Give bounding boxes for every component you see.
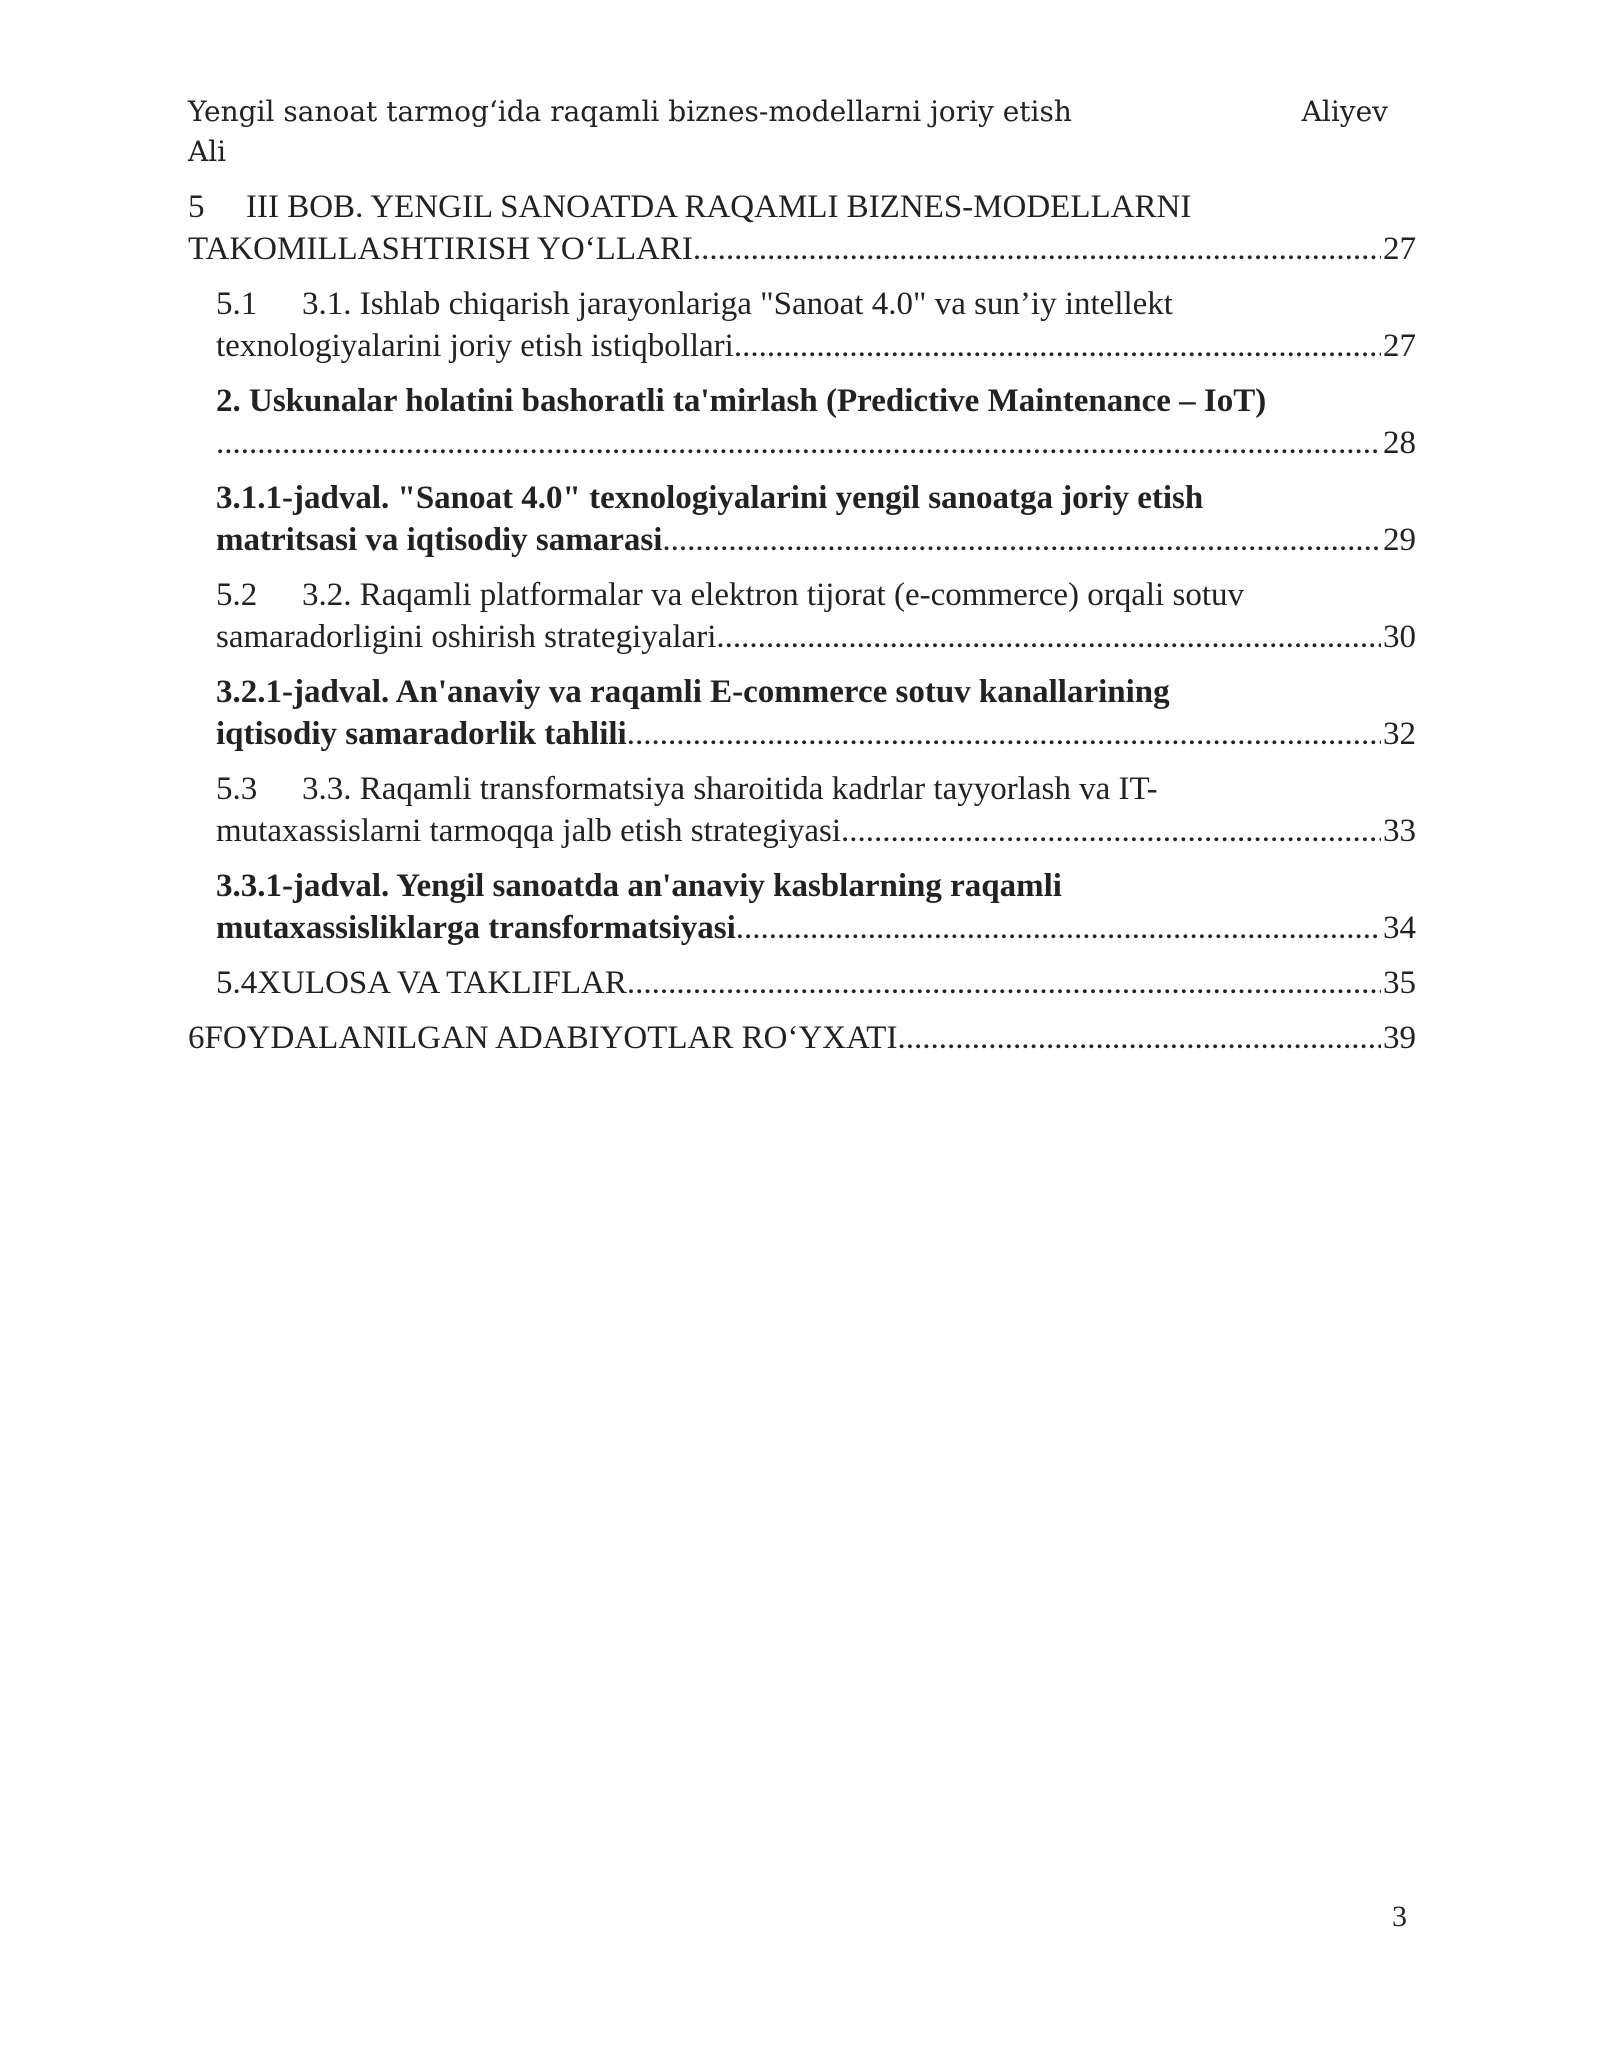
toc-entry-title: 3.3. Raqamli transformatsiya sharoitida kadrlar tayyorlash va IT- (302, 771, 1158, 807)
toc-entry-predictive-maintenance[interactable] (188, 380, 1416, 464)
toc-entry-title: 3.1. Ishlab chiqarish jarayonlariga "Sanoat 4.0" va sun’iy intellekt (302, 286, 1173, 322)
toc-entry-section-3-2[interactable] (188, 574, 1416, 658)
header-author-surname: Aliyev (1301, 95, 1388, 128)
toc-entry-title: 2. Uskunalar holatini bashoratli ta'mirlash (Predictive Maintenance – IoT) (216, 383, 1267, 419)
running-header (188, 92, 1388, 172)
toc-entry-title-continued: mutaxassislarni tarmoqqa jalb etish strategiyasi (216, 813, 842, 849)
toc-entry-number: 5.2 (216, 577, 258, 613)
toc-entry-title: 3.3.1-jadval. Yengil sanoatda an'anaviy kasblarning raqamli (216, 868, 1062, 904)
toc-entry-title: 3.2.1-jadval. An'anaviy va raqamli E-commerce sotuv kanallarining (216, 674, 1170, 710)
toc-entry-number: 6 (188, 1020, 205, 1056)
toc-entry-number: 5.4 (216, 965, 258, 1001)
dot-leader (627, 713, 1381, 755)
dot-leader (736, 907, 1381, 949)
dot-leader (627, 962, 1381, 1004)
toc-entry-section-3-3[interactable] (188, 768, 1416, 852)
toc-entry-title-continued: matritsasi va iqtisodiy samarasi (216, 522, 663, 558)
dot-leader (734, 325, 1381, 367)
toc-entry-number: 5 (188, 189, 205, 225)
toc-entry-page: 30 (1383, 619, 1416, 655)
toc-entry-title: 3.1.1-jadval. "Sanoat 4.0" texnologiyalarini yengil sanoatga joriy etish (216, 480, 1204, 516)
toc-entry-section-3-1[interactable] (188, 283, 1416, 367)
toc-entry-title-continued: iqtisodiy samaradorlik tahlili (216, 716, 627, 752)
toc-entry-page: 39 (1383, 1020, 1416, 1056)
toc-entry-title-continued: mutaxassisliklarga transformatsiyasi (216, 910, 736, 946)
header-title-line (188, 92, 1388, 132)
toc-entry-chapter-3[interactable] (188, 186, 1416, 270)
dot-leader (662, 519, 1381, 561)
dot-leader (693, 228, 1381, 270)
toc-entry-page: 32 (1383, 716, 1416, 752)
toc-entry-page: 28 (1383, 425, 1416, 461)
header-title: Yengil sanoat tarmog‘ida raqamli biznes-modellarni joriy etish (188, 95, 1072, 128)
header-author-name: Ali (188, 135, 227, 168)
toc-entry-table-3-2-1[interactable] (188, 671, 1416, 755)
toc-entry-page: 33 (1383, 813, 1416, 849)
toc-entry-title: III BOB. YENGIL SANOATDA RAQAMLI BIZNES-MODELLARNI (246, 189, 1192, 225)
toc-entry-references[interactable] (188, 1017, 1416, 1059)
page-number: 3 (1392, 1900, 1407, 1933)
toc-entry-table-3-1-1[interactable] (188, 477, 1416, 561)
toc-entry-title-continued: TAKOMILLASHTIRISH YO‘LLARI (188, 231, 693, 267)
toc-entry-conclusion[interactable] (188, 962, 1416, 1004)
toc-entry-number: 5.1 (216, 286, 258, 322)
toc-entry-title: FOYDALANILGAN ADABIYOTLAR RO‘YXATI (204, 1020, 898, 1056)
dot-leader (841, 810, 1381, 852)
toc-entry-title-continued: samaradorligini oshirish strategiyalari (216, 619, 717, 655)
dot-leader (897, 1017, 1381, 1059)
toc-entry-page: 27 (1383, 231, 1416, 267)
table-of-contents (188, 186, 1416, 1072)
dot-leader (716, 616, 1381, 658)
toc-entry-table-3-3-1[interactable] (188, 865, 1416, 949)
toc-entry-page: 29 (1383, 522, 1416, 558)
toc-entry-number: 5.3 (216, 771, 258, 807)
toc-entry-title: XULOSA VA TAKLIFLAR (257, 965, 627, 1001)
toc-entry-title-continued: texnologiyalarini joriy etish istiqbollari (216, 328, 734, 364)
toc-entry-page: 35 (1383, 965, 1416, 1001)
toc-entry-page: 27 (1383, 328, 1416, 364)
toc-entry-title: 3.2. Raqamli platformalar va elektron tijorat (e-commerce) orqali sotuv (302, 577, 1244, 613)
dot-leader (216, 422, 1381, 464)
toc-entry-page: 34 (1383, 910, 1416, 946)
